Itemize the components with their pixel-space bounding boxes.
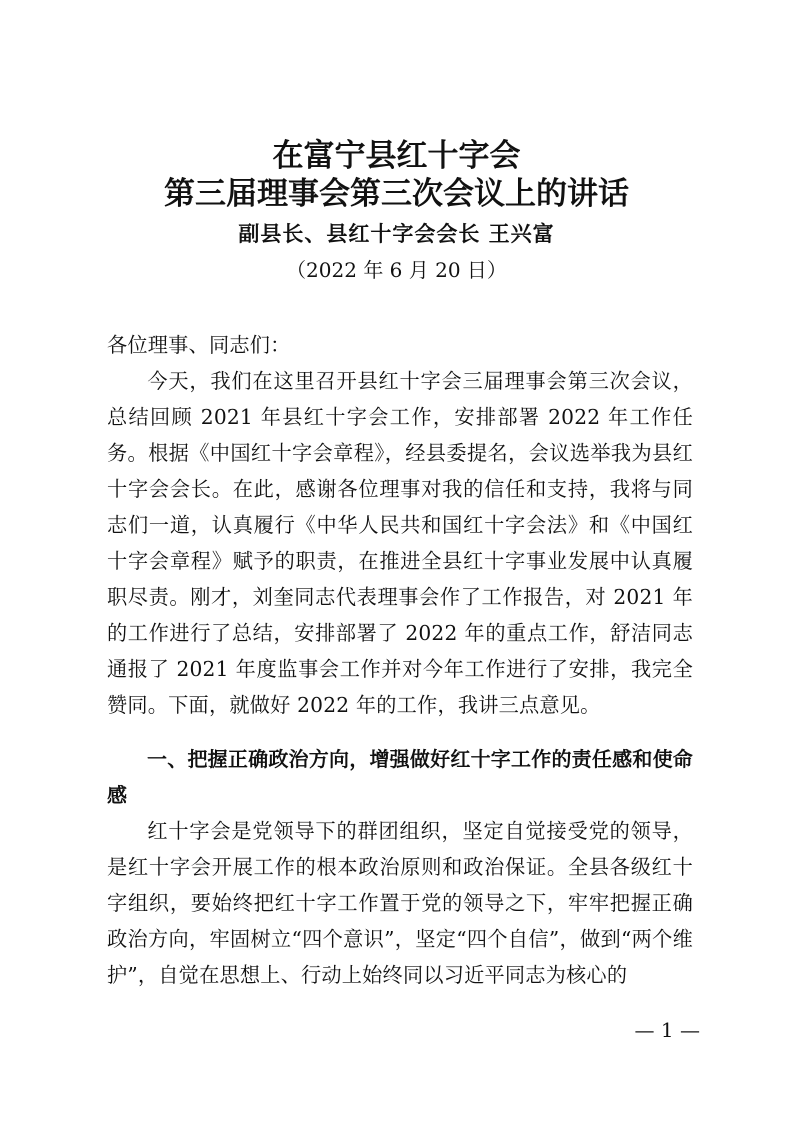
section-heading-1: 一、把握正确政治方向，增强做好红十字工作的责任感和使命感 [107, 747, 693, 807]
document-title-line-2: 第三届理事会第三次会议上的讲话 [164, 176, 629, 212]
speaker-line: 副县长、县红十字会会长 王兴富 [238, 221, 555, 246]
paragraph-2: 红十字会是党领导下的群团组织，坚定自觉接受党的领导，是红十字会开展工作的根本政治原则和政治保证。全县各级红十字组织，要始终把红十字工作置于党的领导之下，牢牢把握正确政治方向，牢固树立“四个意识”，坚定“四个自信”，做到“两个维护”，自觉在思想上、行动上始终同以习近平同志为核心的 [107, 819, 693, 987]
paragraph-2-block [107, 813, 693, 993]
greeting-block [107, 327, 693, 363]
document-title-line-1: 在富宁县红十字会 [272, 138, 521, 174]
greeting: 各位理事、同志们： [107, 333, 291, 357]
paragraph-1: 今天，我们在这里召开县红十字会三届理事会第三次会议，总结回顾 2021 年县红十字会工作，安排部署 2022 年工作任务。根据《中国红十字会章程》，经县委提名，会议选举我为县红十字会会长。在此，感谢各位理事对我的信任和支持，我将与同志们一道，认真履行《中华人民共和国红十字会法》和《中国红十字会章程》赋予的职责，在推进全县红十字事业发展中认真履职尽责。刚才，刘奎同志代表理事会作了工作报告，对 2021 年的工作进行了总结，安排部署了 2022 年的重点工作，舒洁同志通报了 2021 年度监事会工作并对今年工作进行了安排，我完全赞同。下面，就做好 2022 年的工作，我讲三点意见。 [107, 369, 693, 717]
section-heading-1-block [107, 741, 693, 813]
paragraph-1-block [107, 363, 693, 723]
page-number: — 1 — [634, 1018, 700, 1042]
date-line: （2022 年 6 月 20 日） [286, 258, 507, 282]
